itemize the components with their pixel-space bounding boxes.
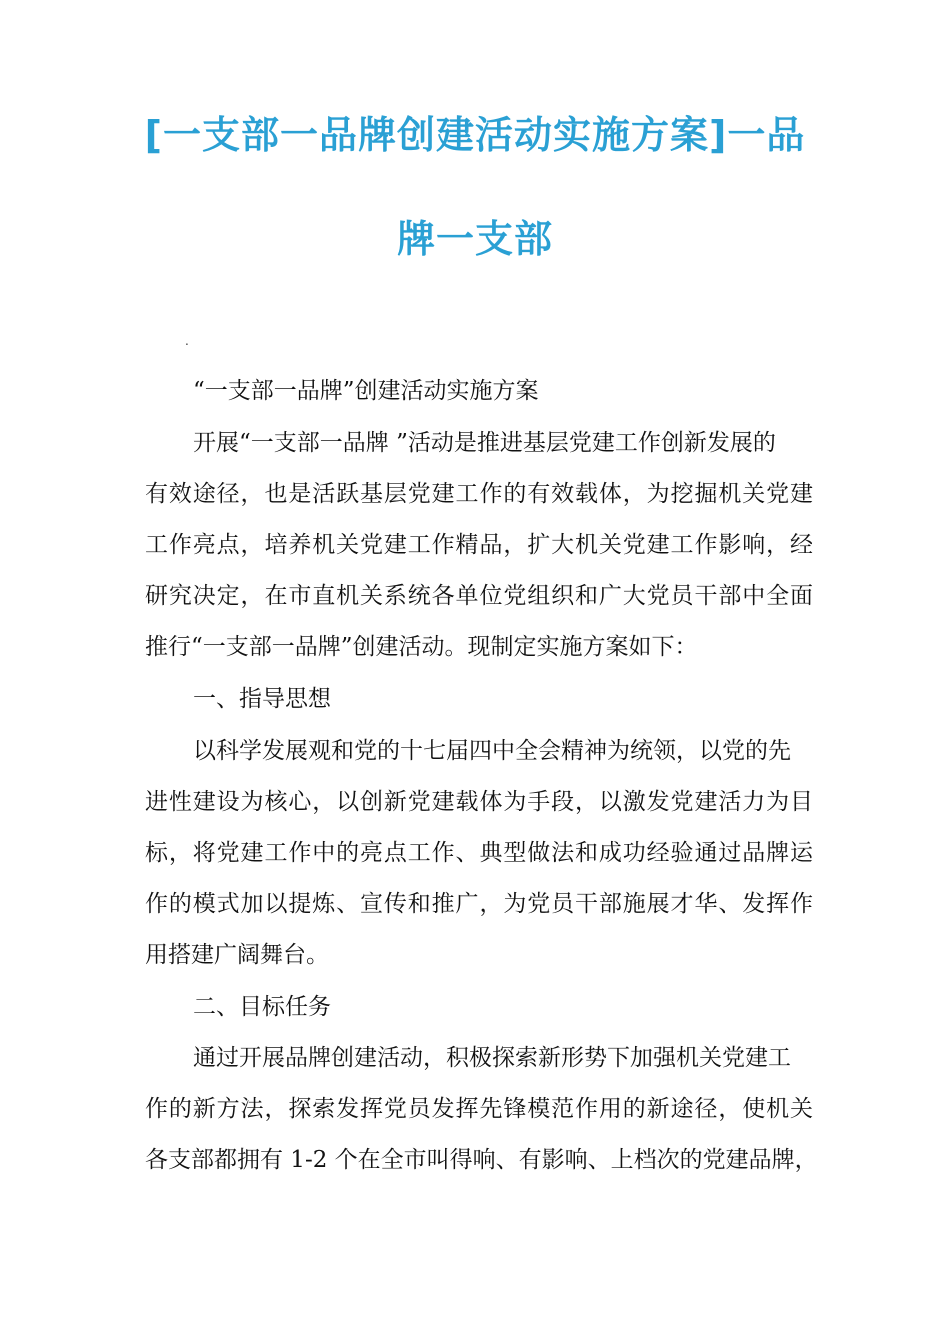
paragraph-line: 标，将党建工作中的亮点工作、典型做法和成功经验通过品牌运 (145, 840, 813, 866)
paragraph-line: 用搭建广阔舞台。 (145, 942, 329, 968)
paragraph-line: 作的新方法，探索发挥党员发挥先锋模范作用的新途径，使机关 (145, 1096, 813, 1122)
paragraph-line: 推行“一支部一品牌”创建活动。现制定实施方案如下： (145, 634, 698, 660)
section-heading: 一、指导思想 (193, 686, 331, 712)
paragraph-line: 开展“一支部一品牌 ”活动是推进基层党建工作创新发展的 (193, 430, 776, 456)
plan-heading: “一支部一品牌”创建活动实施方案 (193, 378, 539, 404)
paragraph-line: 通过开展品牌创建活动，积极探索新形势下加强机关党建工 (193, 1045, 791, 1071)
paragraph-line: 工作亮点，培养机关党建工作精品，扩大机关党建工作影响，经 (145, 532, 813, 558)
document-title-line-2: 牌一支部 (396, 217, 553, 261)
section-heading: 二、目标任务 (193, 994, 331, 1020)
paragraph-line: 进性建设为核心，以创新党建载体为手段，以激发党建活力为目 (145, 789, 813, 815)
paragraph-line: 作的模式加以提炼、宣传和推广，为党员干部施展才华、发挥作 (145, 891, 813, 917)
paragraph-line: 各支部都拥有 1-2 个在全市叫得响、有影响、上档次的党建品牌， (145, 1147, 818, 1173)
paragraph-line: 以科学发展观和党的十七届四中全会精神为统领，以党的先 (193, 738, 791, 764)
document-title-line-1: [一支部一品牌创建活动实施方案]一品 (144, 113, 806, 157)
paragraph-line: 有效途径，也是活跃基层党建工作的有效载体，为挖掘机关党建 (145, 481, 813, 507)
paragraph-line: 研究决定，在市直机关系统各单位党组织和广大党员干部中全面 (145, 583, 813, 609)
page-marker: . (185, 334, 189, 348)
